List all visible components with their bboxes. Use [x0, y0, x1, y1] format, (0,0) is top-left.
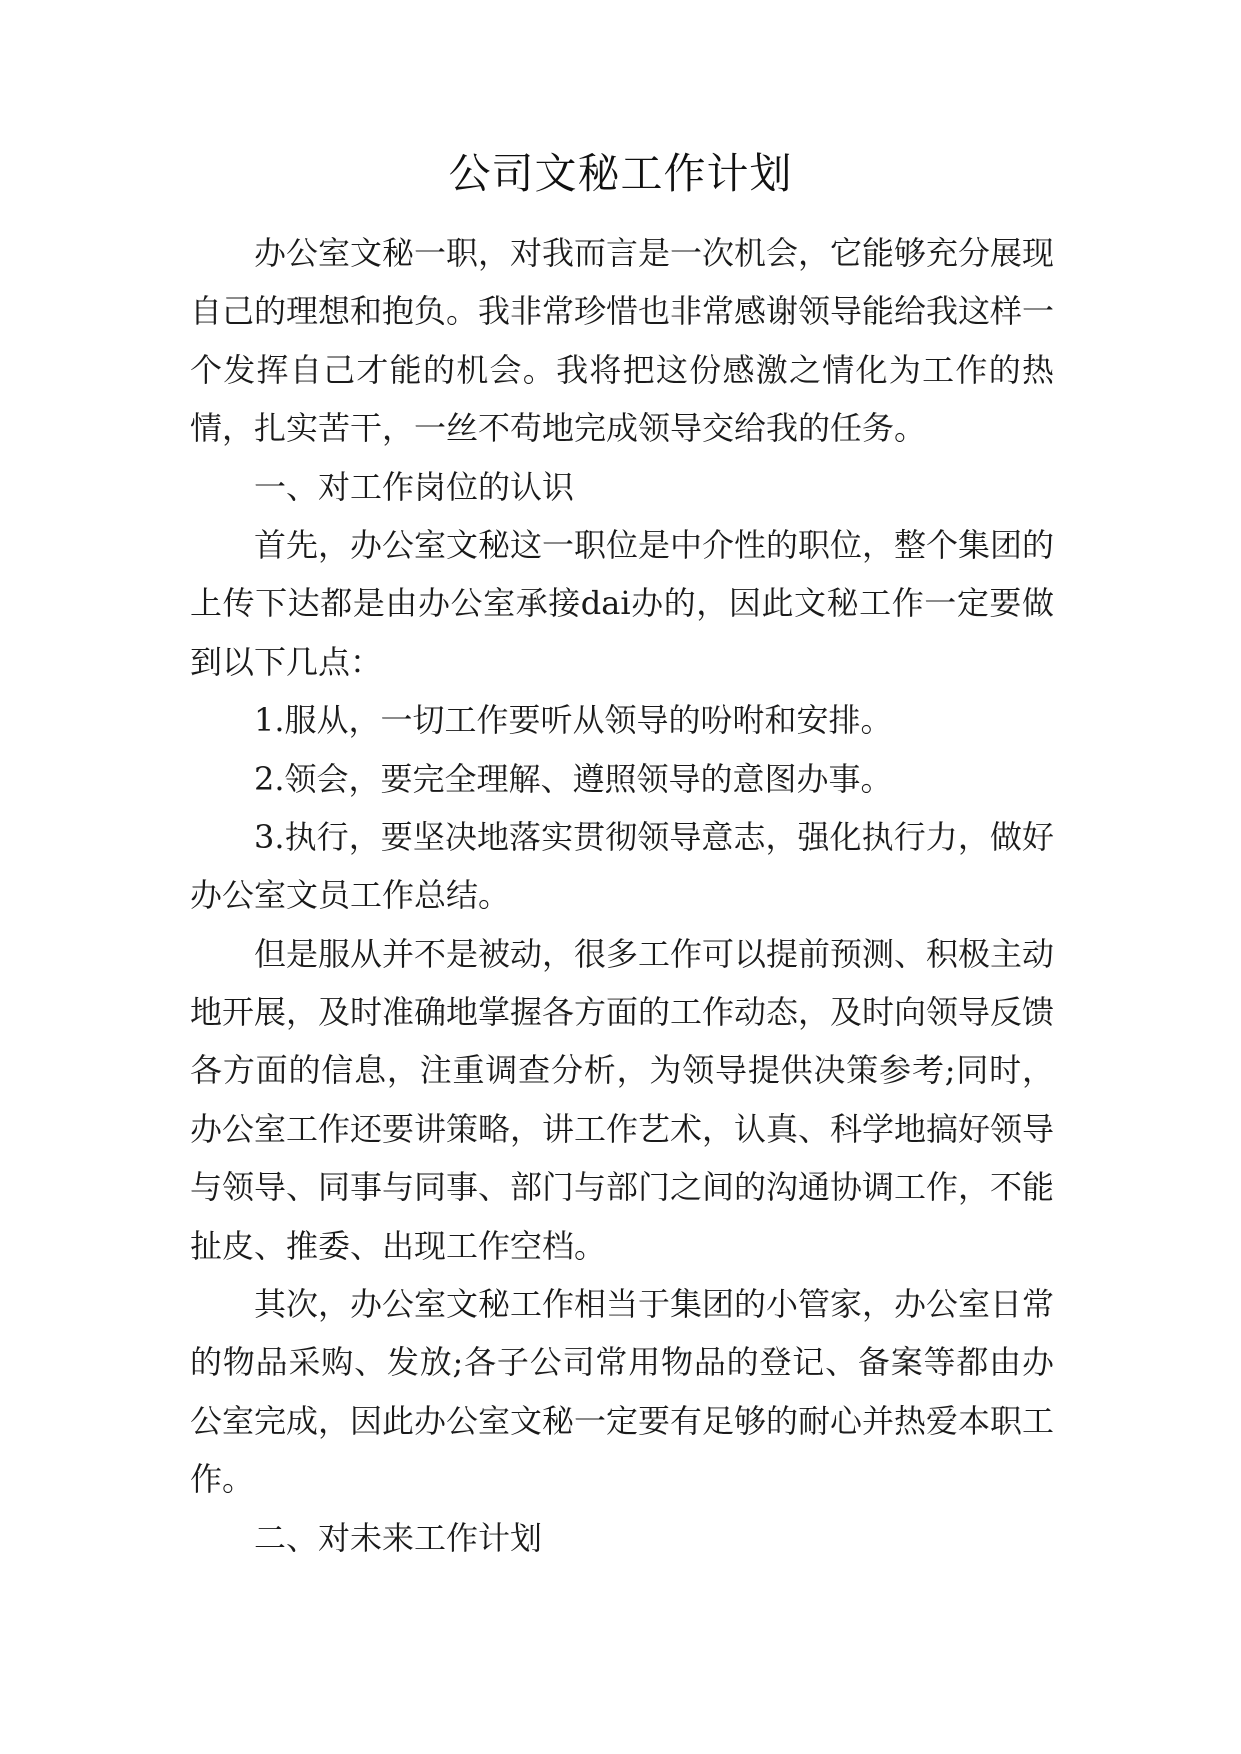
document-body	[190, 224, 1054, 1567]
paragraph-initiative: 但是服从并不是被动，很多工作可以提前预测、积极主动地开展，及时准确地掌握各方面的工作动态，及时向领导反馈各方面的信息，注重调查分析，为领导提供决策参考;同时，办公室工作还要讲策略，讲工作艺术，认真、科学地搞好领导与领导、同事与同事、部门与部门之间的沟通协调工作，不能扯皮、推委、出现工作空档。	[190, 934, 1055, 1265]
list-item-3: 3.执行，要坚决地落实贯彻领导意志，强化执行力，做好办公室文员工作总结。	[190, 817, 1054, 915]
list-item-1: 1.服从，一切工作要听从领导的吩咐和安排。	[254, 701, 893, 740]
section-heading-2: 二、对未来工作计划	[254, 1518, 543, 1557]
paragraph-second: 其次，办公室文秘工作相当于集团的小管家，办公室日常的物品采购、发放;各子公司常用物品的登记、备案等都由办公室完成，因此办公室文秘一定要有足够的耐心并热爱本职工作。	[190, 1285, 1055, 1499]
paragraph-first: 首先，办公室文秘这一职位是中介性的职位，整个集团的上传下达都是由办公室承接dai办的，因此文秘工作一定要做到以下几点：	[190, 525, 1055, 681]
paragraph-intro: 办公室文秘一职，对我而言是一次机会，它能够充分展现自己的理想和抱负。我非常珍惜也非常感谢领导能给我这样一个发挥自己才能的机会。我将把这份感激之情化为工作的热情，扎实苦干，一丝不苟地完成领导交给我的任务。	[190, 234, 1055, 448]
document-title: 公司文秘工作计划	[448, 149, 793, 198]
section-heading-1: 一、对工作岗位的认识	[254, 467, 575, 506]
list-item-2: 2.领会，要完全理解、遵照领导的意图办事。	[254, 759, 893, 798]
